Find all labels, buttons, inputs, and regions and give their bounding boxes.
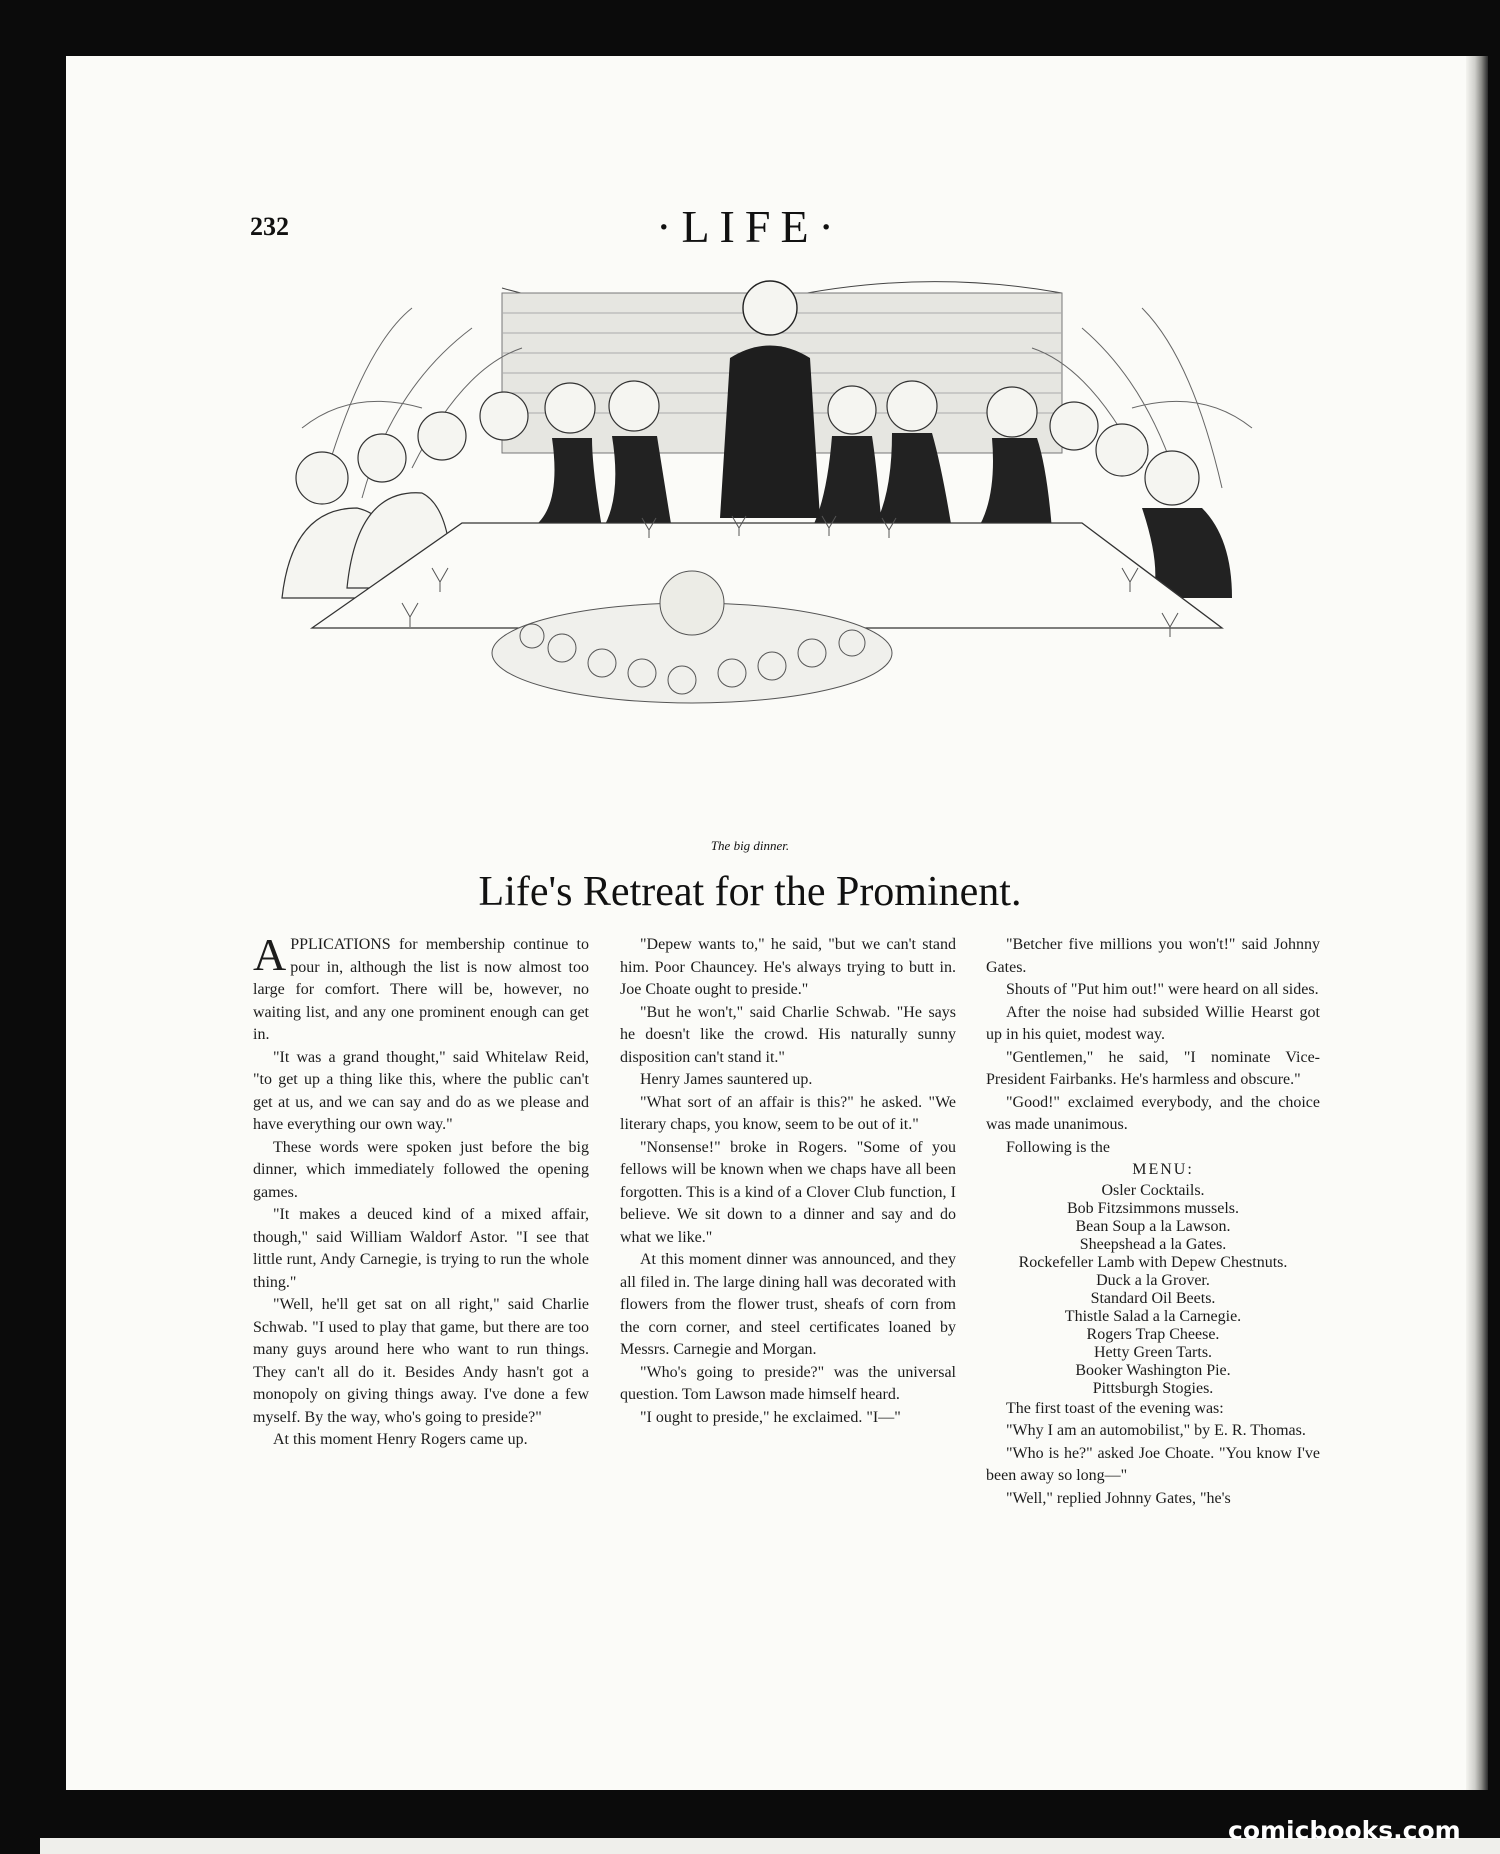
menu-item: Bob Fitzsimmons mussels. [1066,1199,1240,1217]
paragraph: APPLICATIONS for membership continue to pour in, although the list is now almost too large for comfort. There will be, however, no waiting list, and any one prominent enough can get in. [253,929,589,1043]
menu-item: Booker Washington Pie. [1075,1361,1231,1379]
menu-item: Osler Cocktails. [1101,1181,1205,1199]
menu-item: Pittsburgh Stogies. [1092,1379,1214,1397]
menu-item: Standard Oil Beets. [1090,1289,1216,1307]
masthead-title: ·LIFE· [656,201,844,252]
paragraph: "Depew wants to," he said, "but we can't stand him. Poor Chauncey. He's always trying to butt in. Joe Choate ought to preside." [620,936,956,998]
paragraph: "Why I am an automobilist," by E. R. Thomas. [1006,1422,1306,1439]
article-column-2 [620,934,956,1429]
article-column-3 [986,934,1320,1510]
paragraph: "Gentlemen," he said, "I nominate Vice-President Fairbanks. He's harmless and obscure." [986,1048,1320,1088]
article-column-1 [253,929,589,1452]
paragraph: Shouts of "Put him out!" were heard on all sides. [1006,981,1319,998]
paragraph: These words were spoken just before the big dinner, which immediately followed the opening games. [253,1138,589,1201]
paragraph: "Who is he?" asked Joe Choate. "You know I've been away so long—" [986,1444,1320,1484]
menu-heading: MENU: [1132,1161,1194,1178]
drop-cap: A [253,929,287,980]
menu-item: Rogers Trap Cheese. [1086,1325,1220,1343]
page-number: 232 [250,212,289,241]
paragraph: "It makes a deuced kind of a mixed affair, though," said William Waldorf Astor. "I see that little runt, Andy Carnegie, is trying to run the whole thing." [253,1206,589,1291]
paragraph: "What sort of an affair is this?" he asked. "We literary chaps, you know, seem to be out of it." [620,1093,956,1133]
paragraph: At this moment dinner was announced, and they all filed in. The large dining hall was decorated with flowers from the flower trust, sheafs of corn from the corn corner, and steel certificates loaned by Messrs. Carnegie and Morgan. [620,1251,956,1358]
article-headline: Life's Retreat for the Prominent. [478,869,1022,915]
paragraph: After the noise had subsided Willie Hearst got up in his quiet, modest way. [986,1003,1320,1043]
illustration-caption: The big dinner. [710,838,790,853]
paragraph: "I ought to preside," he exclaimed. "I—" [640,1408,901,1426]
facing-page-edge [1466,56,1488,1790]
paragraph: "Betcher five millions you won't!" said Johnny Gates. [986,936,1320,976]
paragraph: The first toast of the evening was: [1006,1399,1224,1417]
watermark-logo: comicbooks.com [1228,1816,1461,1845]
paragraph: "Good!" exclaimed everybody, and the choice was made unanimous. [986,1093,1320,1133]
paragraph: "Who's going to preside?" was the universal question. Tom Lawson made himself heard. [620,1363,956,1403]
paragraph: "Nonsense!" broke in Rogers. "Some of you fellows will be known when we chaps have all been forgotten. This is a kind of a Clover Club function, I believe. We sit down to a dinner and say and do what we like." [620,1138,956,1246]
menu-item: Duck a la Grover. [1096,1271,1210,1289]
paragraph: Following is the [1006,1138,1111,1156]
paragraph: "But he won't," said Charlie Schwab. "He says he doesn't like the crowd. His naturally sunny disposition can't stand it." [620,1003,956,1066]
dinner-illustration [262,268,1290,818]
paragraph: At this moment Henry Rogers came up. [273,1431,528,1448]
menu-item: Sheepshead a la Gates. [1079,1235,1227,1253]
paragraph: "Well, he'll get sat on all right," said Charlie Schwab. "I used to play that game, but there are too many guys around here who want to run things. They can't all do it. Besides Andy hasn't got a monopoly on giving things away. I've done a few myself. By the way, who's going to preside?" [253,1296,589,1426]
menu-list [986,1182,1320,1398]
menu-item: Hetty Green Tarts. [1093,1343,1213,1361]
paragraph: "It was a grand thought," said Whitelaw Reid, "to get up a thing like this, where the public can't get at us, and we can say and do as we please and have everything our own way." [253,1048,589,1133]
paragraph: "Well," replied Johnny Gates, "he's [1006,1489,1231,1507]
paragraph: Henry James sauntered up. [640,1071,813,1088]
menu-item: Bean Soup a la Lawson. [1075,1217,1231,1235]
menu-item: Rockefeller Lamb with Depew Chestnuts. [1018,1253,1288,1271]
menu-item: Thistle Salad a la Carnegie. [1064,1307,1242,1325]
